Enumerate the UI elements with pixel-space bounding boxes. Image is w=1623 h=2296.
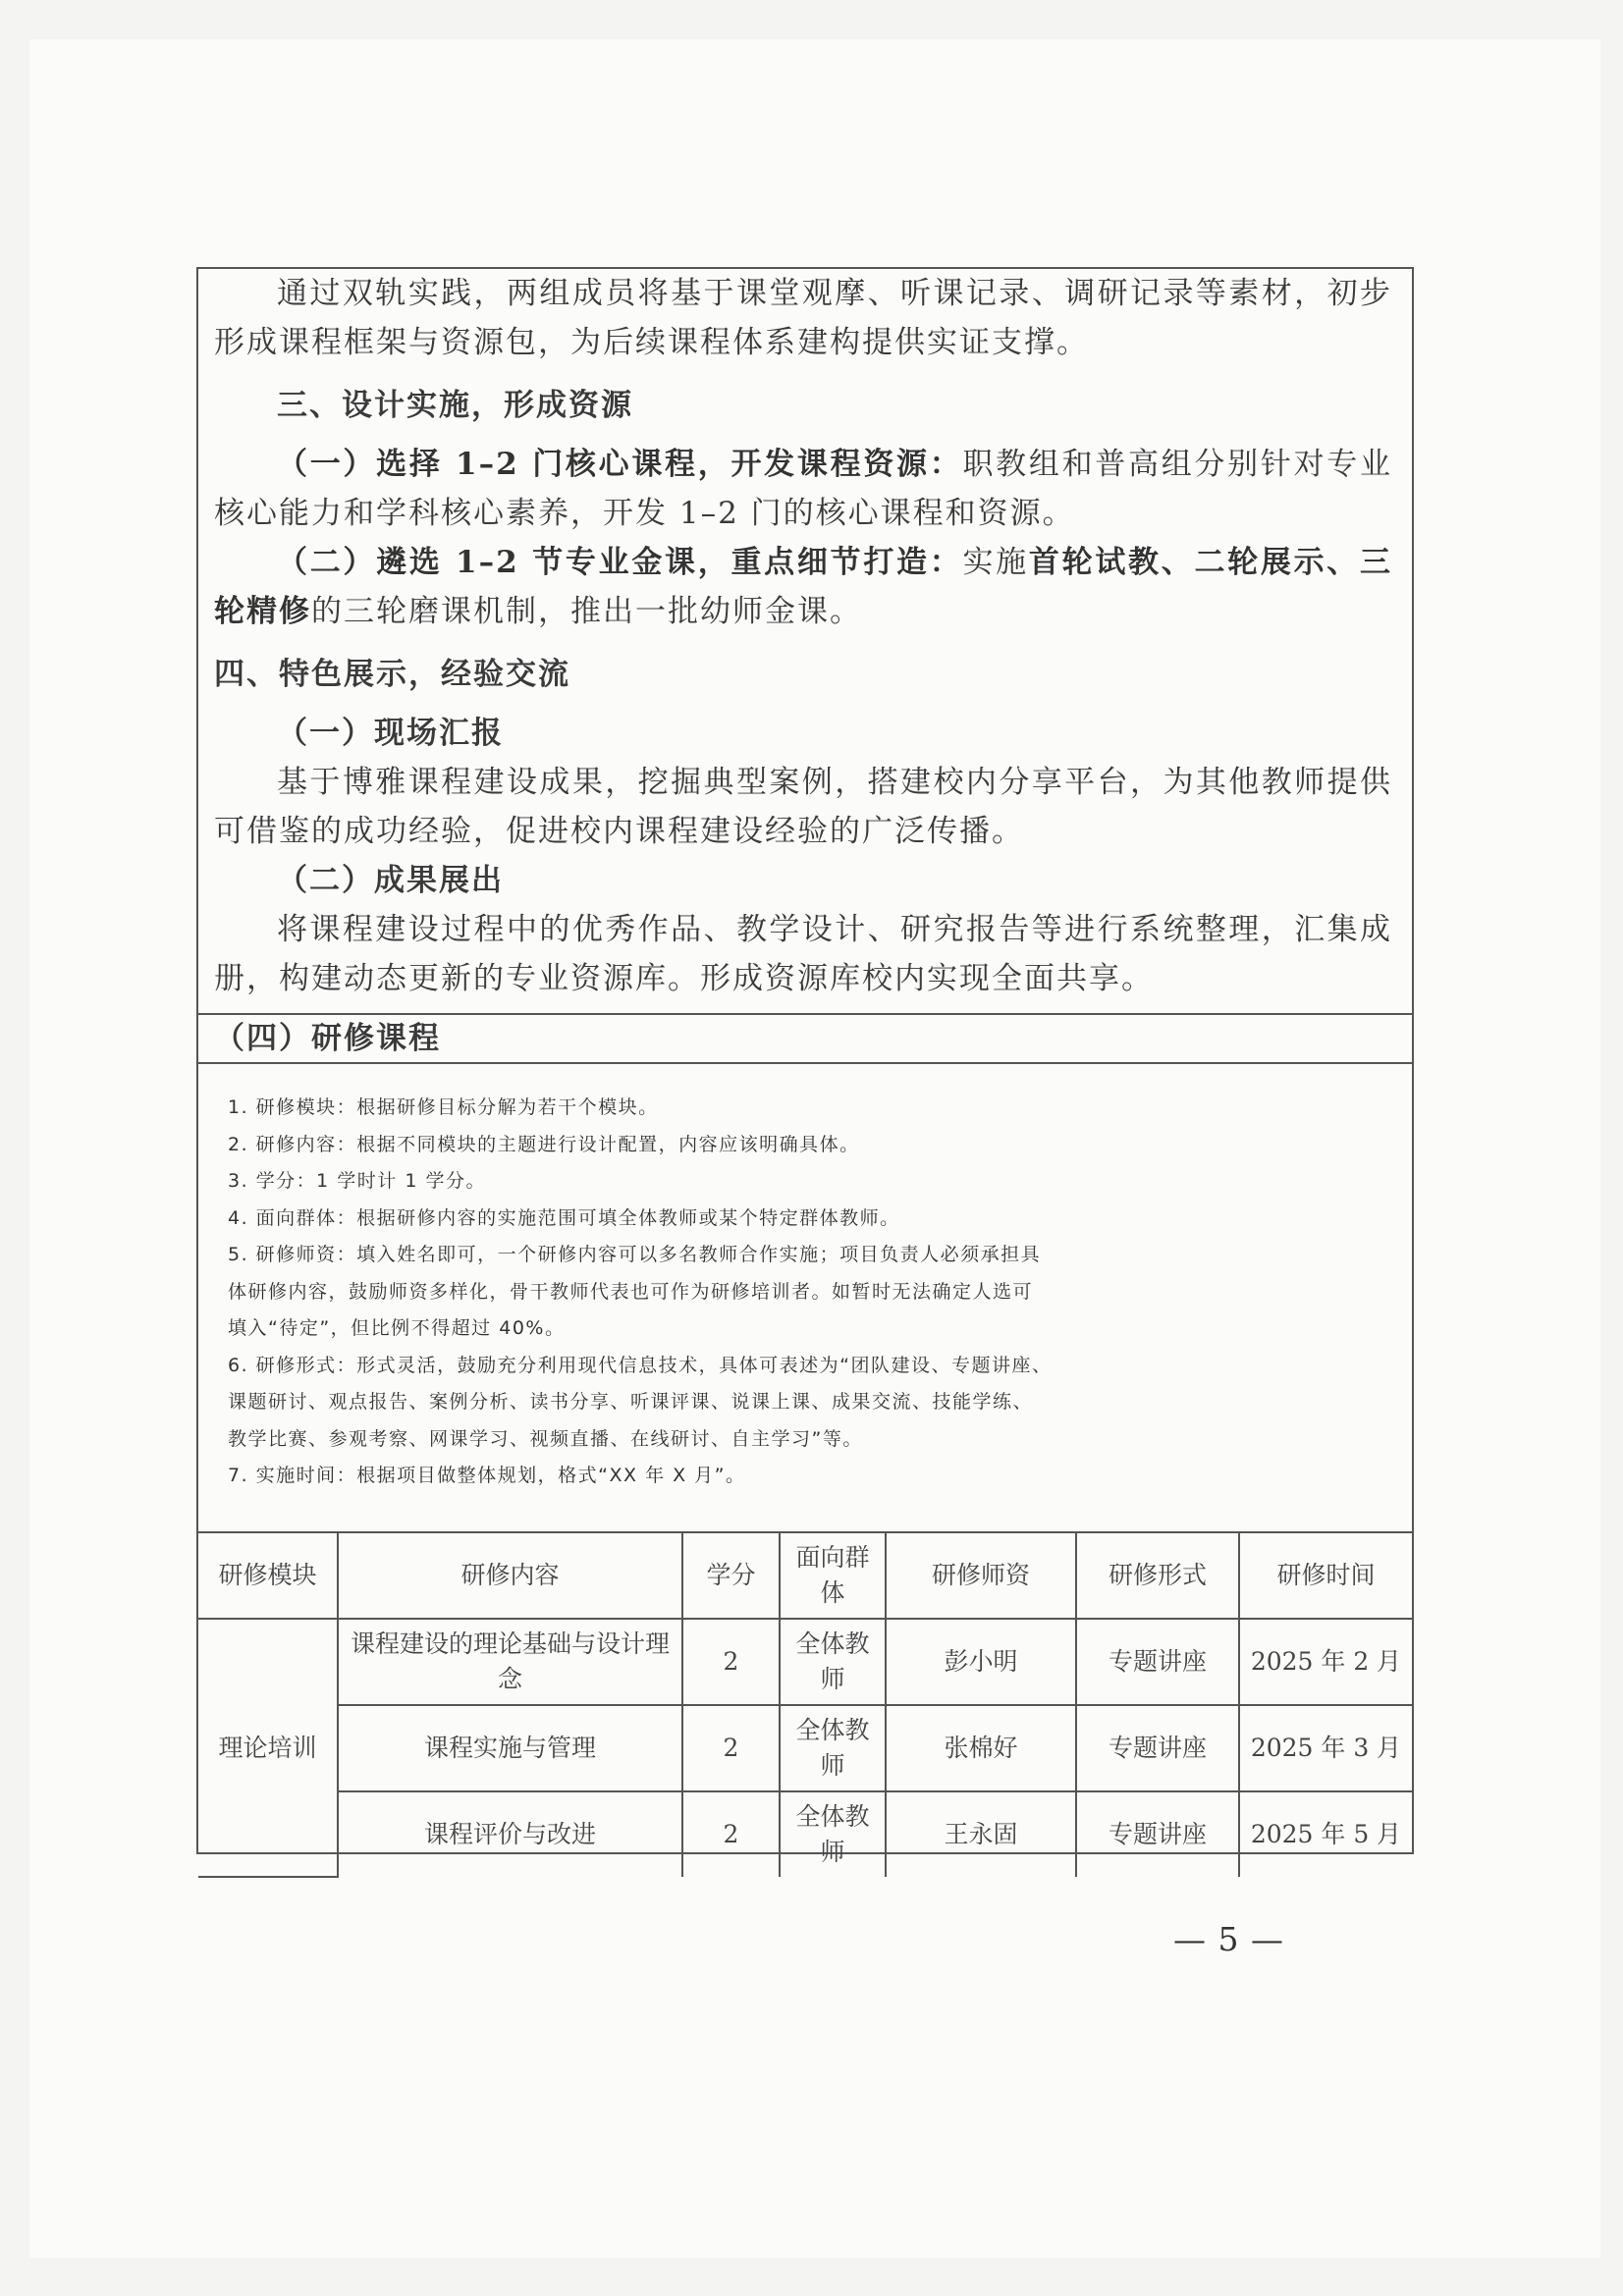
paragraph-dual-track: 通过双轨实践，两组成员将基于课堂观摩、听课记录、调研记录等素材，初步形成课程框架与资源包，为后续课程体系建构提供实证支撑。 bbox=[214, 276, 1392, 360]
time-cell: 2025 年 2 月 bbox=[1239, 1619, 1412, 1705]
note-line: 7. 实施时间：根据项目做整体规划，格式“XX 年 X 月”。 bbox=[228, 1465, 746, 1486]
header-cell: 研修内容 bbox=[338, 1533, 682, 1619]
paragraph-results-exhibit: 将课程建设过程中的优秀作品、教学设计、研究报告等进行系统整理，汇集成册，构建动态更新的专业资源库。形成资源库校内实现全面共享。 bbox=[214, 912, 1392, 996]
section-title: （四）研修课程 bbox=[214, 1021, 441, 1056]
credit-cell: 2 bbox=[682, 1619, 780, 1705]
note-line: 5. 研修师资：填入姓名即可，一个研修内容可以多名教师合作实施；项目负责人必须承担具 bbox=[228, 1244, 1042, 1265]
heading-design-implementation: 三、设计实施，形成资源 bbox=[277, 388, 633, 423]
content-cell: 课程实施与管理 bbox=[338, 1705, 682, 1791]
course-table bbox=[198, 1533, 1412, 1878]
credit-cell: 2 bbox=[682, 1791, 780, 1877]
note-line: 6. 研修形式：形式灵活，鼓励充分利用现代信息技术，具体可表述为“团队建设、专题讲座、 bbox=[228, 1354, 1053, 1376]
teacher-cell: 王永固 bbox=[886, 1791, 1076, 1877]
module-cell: 理论培训 bbox=[198, 1619, 338, 1877]
golden-lessons-lead: （二）遴选 1–2 节专业金课，重点细节打造： bbox=[277, 545, 963, 580]
table-row bbox=[198, 1619, 1412, 1705]
golden-lessons-rounds: 首轮试教、二轮展示、三轮精修 bbox=[214, 545, 1393, 629]
content-cell: 课程评价与改进 bbox=[338, 1791, 682, 1877]
paragraph-core-courses bbox=[214, 440, 1392, 538]
time-cell: 2025 年 3 月 bbox=[1239, 1705, 1412, 1791]
header-cell: 研修模块 bbox=[198, 1533, 338, 1619]
header-cell: 面向群体 bbox=[780, 1533, 886, 1619]
form-cell: 专题讲座 bbox=[1076, 1705, 1239, 1791]
page-number: — 5 — bbox=[1173, 1920, 1284, 1958]
group-cell: 全体教师 bbox=[780, 1705, 886, 1791]
time-cell: 2025 年 5 月 bbox=[1239, 1791, 1412, 1877]
note-line: 课题研讨、观点报告、案例分析、读书分享、听课评课、说课上课、成果交流、技能学练、 bbox=[228, 1391, 1034, 1413]
teacher-cell: 彭小明 bbox=[886, 1619, 1076, 1705]
core-courses-text: 职教组和普高组分别针对专业核心能力和学科核心素养，开发 1–2 门的核心课程和资源。 bbox=[214, 447, 1392, 531]
note-line: 1. 研修模块：根据研修目标分解为若干个模块。 bbox=[228, 1096, 659, 1118]
note-line: 教学比赛、参观考察、网课学习、视频直播、在线研讨、自主学习”等。 bbox=[228, 1427, 863, 1450]
core-courses-lead: （一）选择 1–2 门核心课程，开发课程资源： bbox=[277, 447, 963, 482]
form-cell: 专题讲座 bbox=[1076, 1619, 1239, 1705]
subheading-results-exhibit: （二）成果展出 bbox=[277, 863, 504, 898]
header-cell: 学分 bbox=[682, 1533, 780, 1619]
group-cell: 全体教师 bbox=[780, 1791, 886, 1877]
golden-lessons-text-c: 的三轮磨课机制，推出一批幼师金课。 bbox=[311, 594, 862, 629]
instruction-notes bbox=[198, 1064, 1412, 1533]
section-title-row bbox=[198, 1015, 1412, 1064]
note-line: 体研修内容，鼓励师资多样化，骨干教师代表也可作为研修培训者。如暂时无法确定人选可 bbox=[228, 1280, 1034, 1303]
header-cell: 研修形式 bbox=[1076, 1533, 1239, 1619]
header-cell: 研修时间 bbox=[1239, 1533, 1412, 1619]
table-header-row bbox=[198, 1533, 1412, 1619]
header-cell: 研修师资 bbox=[886, 1533, 1076, 1619]
group-cell: 全体教师 bbox=[780, 1619, 886, 1705]
note-line: 4. 面向群体：根据研修内容的实施范围可填全体教师或某个特定群体教师。 bbox=[228, 1206, 900, 1229]
subheading-onsite-report: （一）现场汇报 bbox=[277, 716, 504, 751]
paragraph-golden-lessons bbox=[214, 538, 1392, 636]
note-line: 填入“待定”，但比例不得超过 40%。 bbox=[228, 1317, 566, 1339]
paragraph-onsite-report: 基于博雅课程建设成果，挖掘典型案例，搭建校内分享平台，为其他教师提供可借鉴的成功经验，促进校内课程建设经验的广泛传播。 bbox=[214, 765, 1392, 849]
credit-cell: 2 bbox=[682, 1705, 780, 1791]
plan-text-section bbox=[198, 269, 1412, 1015]
form-cell: 专题讲座 bbox=[1076, 1791, 1239, 1877]
table-row bbox=[198, 1791, 1412, 1877]
document-table-frame bbox=[196, 267, 1414, 1866]
heading-feature-showcase: 四、特色展示，经验交流 bbox=[214, 657, 570, 692]
golden-lessons-text-a: 实施 bbox=[962, 545, 1029, 580]
teacher-cell: 张棉好 bbox=[886, 1705, 1076, 1791]
table-row bbox=[198, 1705, 1412, 1791]
content-cell: 课程建设的理论基础与设计理念 bbox=[338, 1619, 682, 1705]
note-line: 3. 学分：1 学时计 1 学分。 bbox=[228, 1170, 486, 1192]
note-line: 2. 研修内容：根据不同模块的主题进行设计配置，内容应该明确具体。 bbox=[228, 1133, 860, 1155]
